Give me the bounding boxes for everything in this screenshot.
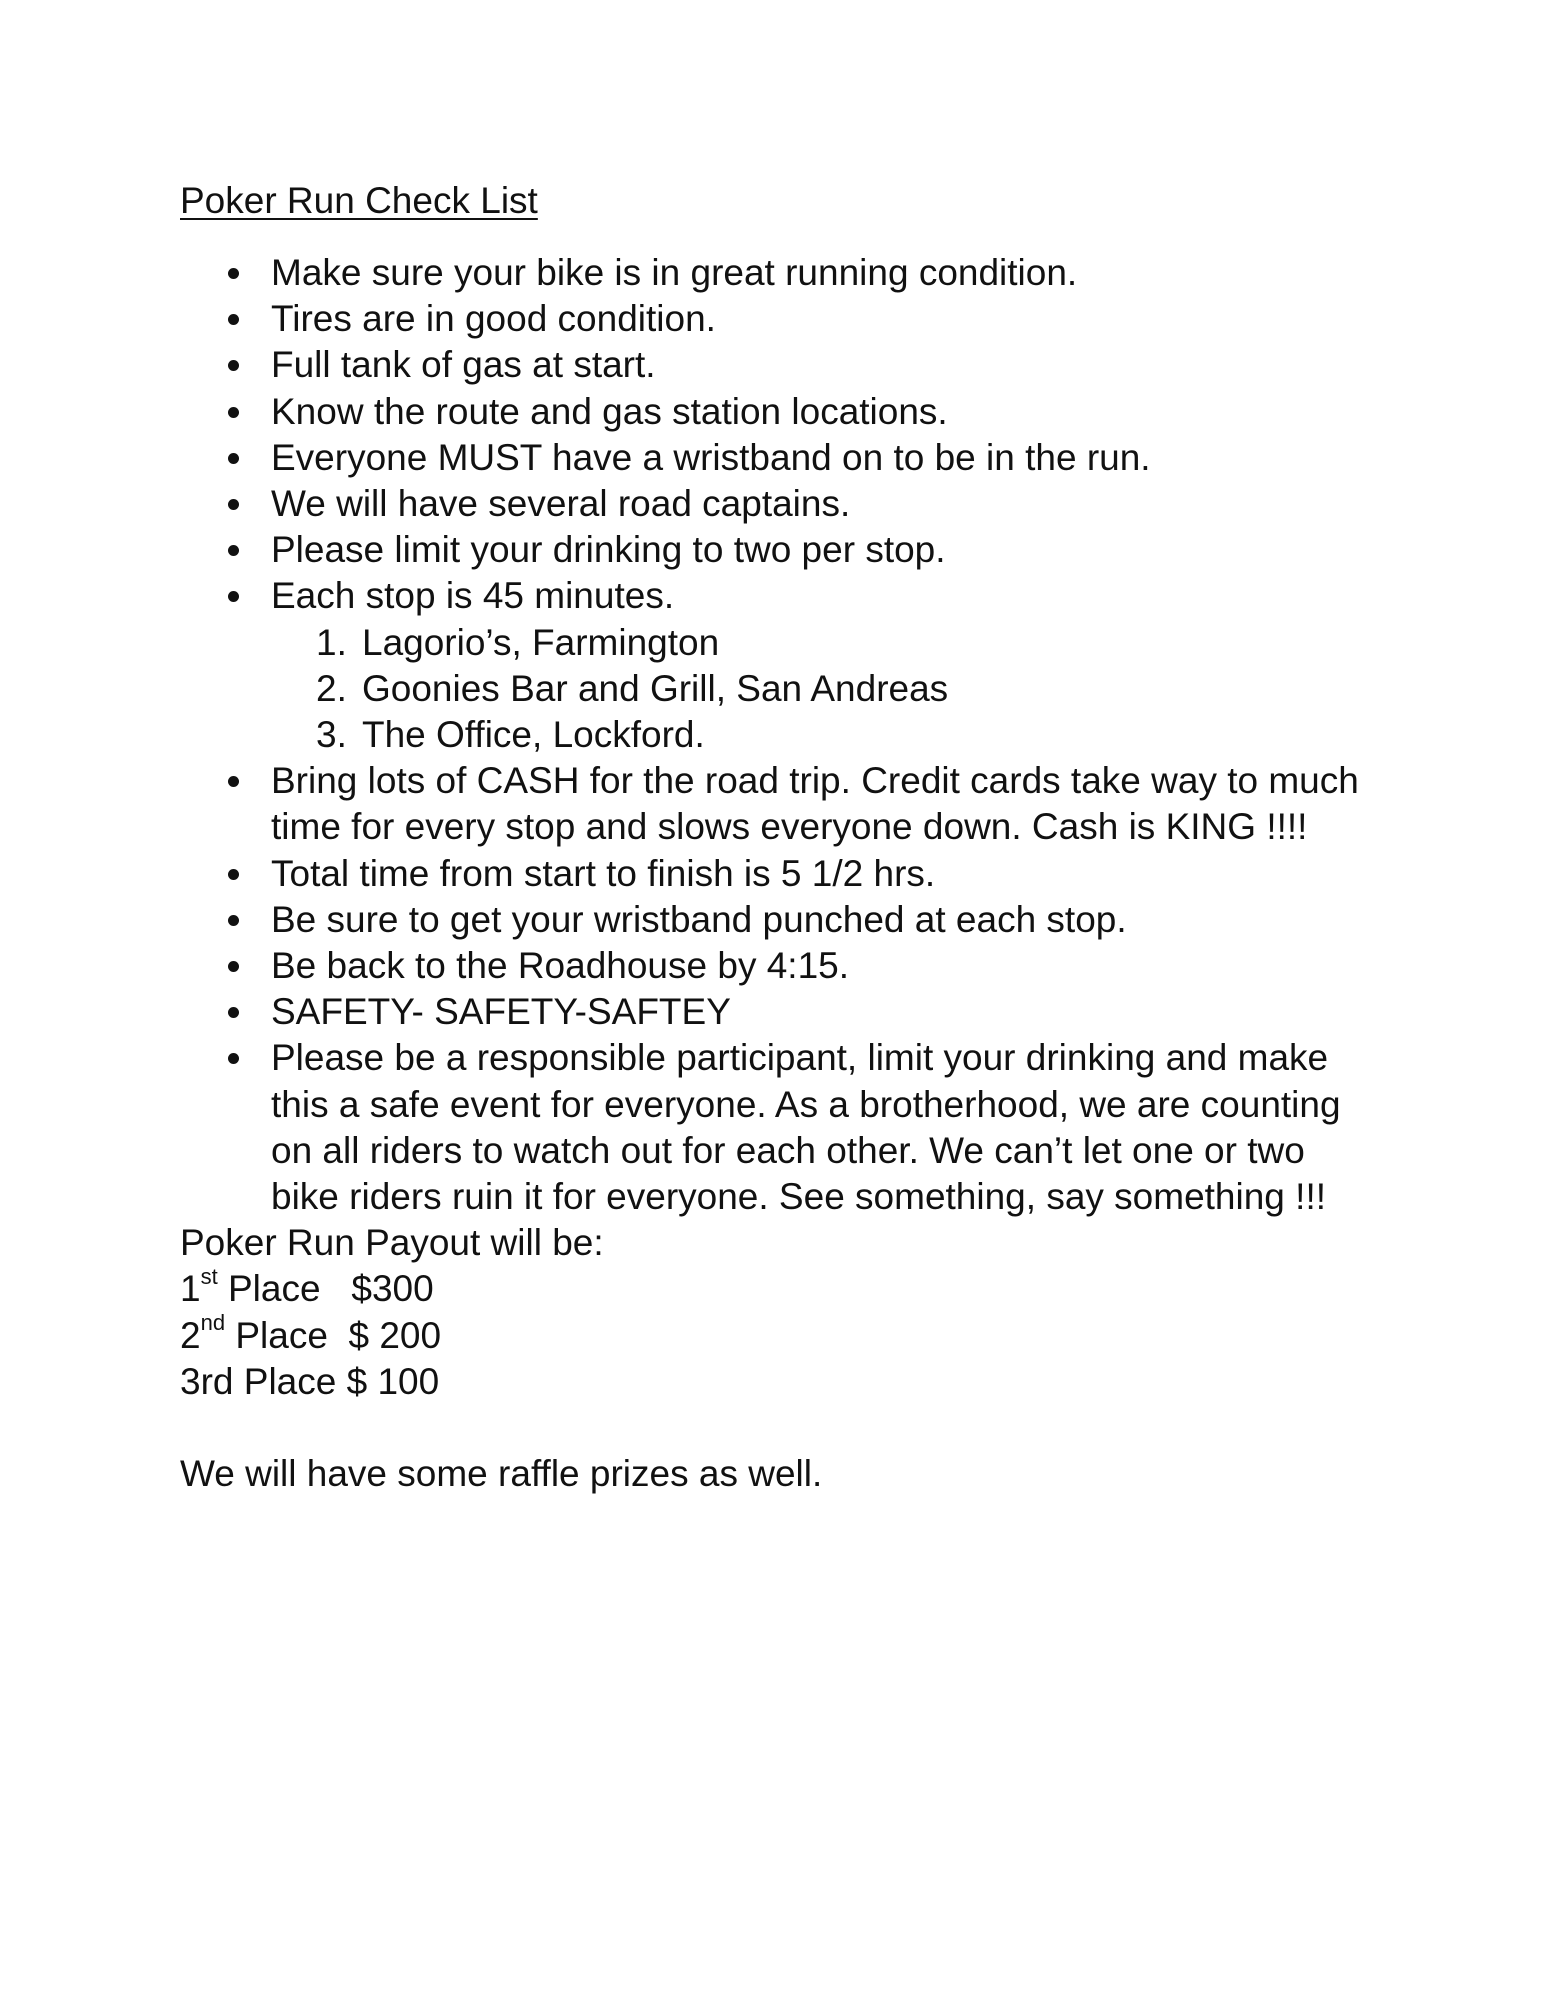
payout-heading: Poker Run Payout will be: bbox=[180, 1222, 604, 1264]
payout-rank: 1 bbox=[180, 1268, 201, 1310]
payout-row-second bbox=[180, 1310, 1380, 1359]
checklist-item: Bring lots of CASH for the road trip. Credit cards take way to much time for every stop and slows everyone down. Cash is KING !!!! bbox=[180, 758, 1361, 850]
payout-label: Place bbox=[243, 1360, 337, 1402]
checklist-item: Be sure to get your wristband punched at each stop. bbox=[180, 897, 1361, 943]
spacer bbox=[180, 1405, 1380, 1451]
checklist bbox=[180, 250, 1380, 1220]
checklist-item: Be back to the Roadhouse by 4:15. bbox=[180, 943, 1361, 989]
stop-item bbox=[271, 666, 1361, 712]
stop-name: The Office, Lockford. bbox=[362, 714, 705, 756]
checklist-item: We will have several road captains. bbox=[180, 481, 1361, 527]
document-title: Poker Run Check List bbox=[180, 180, 538, 221]
stop-name: Lagorio’s, Farmington bbox=[362, 621, 720, 663]
checklist-item: Total time from start to finish is 5 1/2 hrs. bbox=[180, 851, 1361, 897]
checklist-item: Please be a responsible participant, limit your drinking and make this a safe event for everyone. As a brotherhood, we are counting on all riders to watch out for each other. We can’t let one or two bike riders ruin it for everyone. See something, say something !!! bbox=[180, 1035, 1361, 1220]
payout-rank: 2 bbox=[180, 1314, 201, 1356]
stop-number: 1. bbox=[316, 621, 347, 663]
payout-amount: $ 200 bbox=[348, 1314, 442, 1356]
payout-rank: 3rd bbox=[180, 1360, 234, 1402]
document-content bbox=[180, 178, 1380, 1497]
payout-amount: $300 bbox=[351, 1268, 434, 1310]
payout-row-third bbox=[180, 1359, 1380, 1405]
stop-item bbox=[271, 712, 1361, 758]
payout-label: Place bbox=[227, 1268, 321, 1310]
checklist-item-text: Each stop is 45 minutes. bbox=[271, 575, 675, 617]
stops-list bbox=[271, 620, 1361, 759]
stop-number: 3. bbox=[316, 714, 347, 756]
checklist-item: Make sure your bike is in great running condition. bbox=[180, 250, 1361, 296]
payout-row-first bbox=[180, 1266, 1380, 1312]
closing-note: We will have some raffle prizes as well. bbox=[180, 1453, 823, 1495]
payout-label: Place bbox=[235, 1314, 328, 1356]
stop-number: 2. bbox=[316, 667, 347, 709]
checklist-item: Please limit your drinking to two per stop. bbox=[180, 527, 1361, 573]
payout-rank-suffix: nd bbox=[200, 1310, 226, 1336]
checklist-item-stops bbox=[180, 573, 1361, 758]
stop-item bbox=[271, 620, 1361, 666]
payout-rank-suffix: st bbox=[200, 1264, 218, 1290]
payout-amount: $ 100 bbox=[346, 1360, 440, 1402]
checklist-item: Full tank of gas at start. bbox=[180, 342, 1361, 388]
checklist-item: Everyone MUST have a wristband on to be in the run. bbox=[180, 435, 1361, 481]
checklist-item: Know the route and gas station locations. bbox=[180, 389, 1361, 435]
checklist-item: Tires are in good condition. bbox=[180, 296, 1361, 342]
stop-name: Goonies Bar and Grill, San Andreas bbox=[362, 667, 949, 709]
checklist-item: SAFETY- SAFETY-SAFTEY bbox=[180, 989, 1361, 1035]
